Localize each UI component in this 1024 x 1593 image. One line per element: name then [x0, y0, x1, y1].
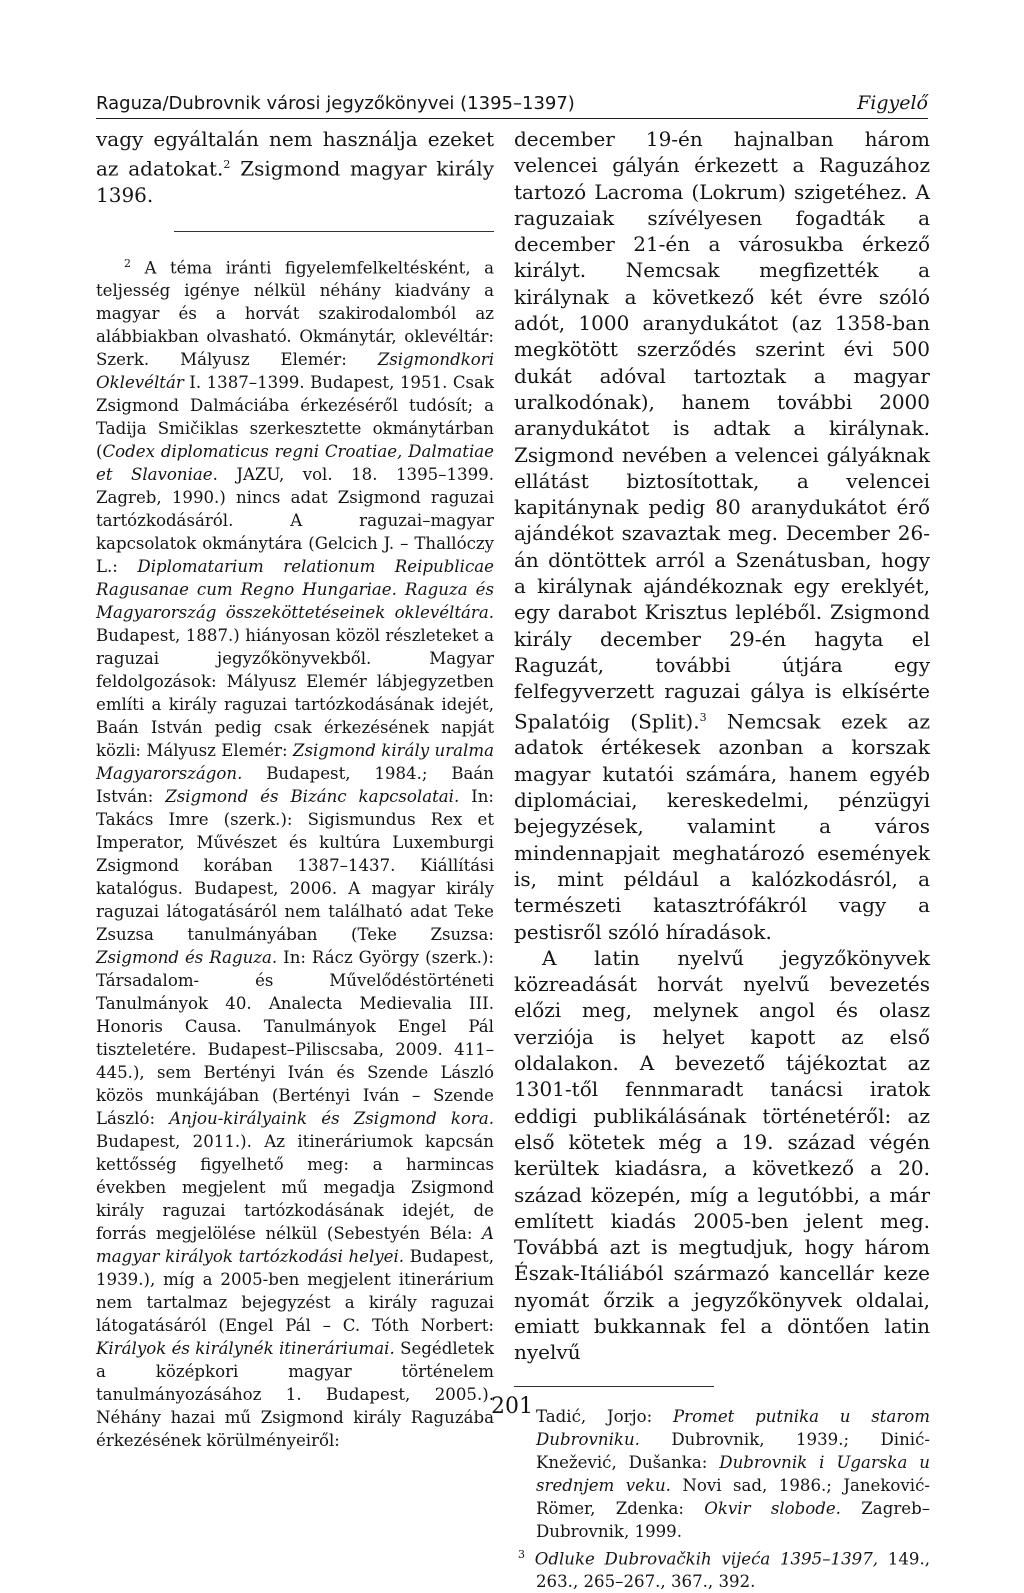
footnote-divider [174, 231, 494, 232]
page-number: 201 [491, 1394, 533, 1419]
running-header [96, 88, 928, 119]
right-paragraph-2: A latin nyelvű jegyzőkönyvek közreadását horvát nyelvű bevezetés előzi meg, melynek angol és olasz verziója is helyet kapott az első oldalakon. A bevezető tájékoztat az 1301-től fennmaradt tanácsi iratok eddigi publikálásának történetéről: az első kötetek még a 19. század végén kerültek kiadásra, a következő a 20. század közepén, míg a legutóbbi, a már említett kiadás 2005-ben jelent meg. Továbbá azt is megtudjuk, hogy három Észak-Itáliából származó kancellár keze nyomát őrzik a jegyzőkönyvek oldalai, emiatt bukkannak fel a döntően latin nyelvű [514, 945, 930, 1365]
left-body-paragraph: vagy egyáltalán nem használja ezeket az adatokat.$^2$ Zsigmond magyar király 1396. [96, 127, 495, 208]
footnote-ref-3[interactable]: 3 [699, 710, 707, 724]
right-column [514, 126, 930, 1593]
footnote-ref-2[interactable]: 2 [223, 158, 231, 172]
left-column [96, 126, 494, 1452]
running-title: Raguza/Dubrovnik városi jegyzőkönyvei (1395–1397) [96, 93, 575, 114]
footnote-3: $^3$ Odluke Dubrovačkih vijeća 1395–1397, 149., 263., 265–267., 367., 392. [518, 1547, 930, 1592]
footnote-number: 2 [124, 256, 131, 270]
right-paragraph-1: december 19-én hajnalban három velencei gályán érkezett a Raguzához tartozó Lacroma (Lokrum) szigetéhez. A raguzaiak szívélyesen fogadták a december 21-én a városukba érkező királyt. Nemcsak megfizették a királynak a következő két évre szóló adót, 1000 aranydukátot (az 1358-ban megkötött szerződés szerint évi 500 dukát adóval tartoztak a magyar uralkodónak), hanem további 2000 aranydukátot is adtak a királynak. Zsigmond nevében a velencei gályáknak ellátást biztosítottak, a velencei kapitánynak pedig 80 aranydukátot érő ajándékot szavaztak meg. December 26-án döntöttek arról a Szenátusban, hogy a királynak ajándékoznak egy ereklyét, egy darabot Krisztus lepléből. Zsigmond király december 29-én hagyta el Raguzát, további útjára egy felfegyverzett raguzai gálya is elkísérte Spalatóig (Split).$^3$ Nemcsak ezek az adatok értékesek azonban a korszak magyar kutatói számára, hanem egyéb diplomáciai, kereskedelmi, pénzügyi bejegyzések, valamint a város mindennapjait meghatározó események is, mint például a kalózkodásról, a természeti katasztrófákról vagy a pestisről szóló híradások. [514, 127, 930, 944]
footnote-number: 3 [518, 1547, 525, 1561]
footnote-2: $^2$ A téma iránti figyelemfelkeltésként, a teljesség igénye nélkül néhány kiadvány a magyar és a horvát szakirodalomból az alábbiakban olvasható. Okmánytár, oklevéltár: Szerk. Mályusz Elemér: Zsigmondkori Oklevéltár I. 1387–1399. Budapest, 1951. Csak Zsigmond Dalmáciába érkezéséről tudósít; a Tadija Smičiklas szerkesztette okmánytárban (Codex diplomaticus regni Croatiae, Dalmatiae et Slavoniae. JAZU, vol. 18. 1395–1399. Zagreb, 1990.) nincs adat Zsigmond raguzai tartózkodásáról. A raguzai–magyar kapcsolatok okmánytára (Gelcich J. – Thallóczy L.: Diplomatarium relationum Reipublicae Ragusanae cum Regno Hungariae. Raguza és Magyarország összeköttetéseinek oklevéltára. Budapest, 1887.) hiányosan közöl részleteket a raguzai jegyzőkönyvekből. Magyar feldolgozások: Mályusz Elemér lábjegyzetben említi a király raguzai tartózkodásának idejét, Baán István pedig csak érkezésének napját közli: Mályusz Elemér: Zsigmond király uralma Magyarországon. Budapest, 1984.; Baán István: Zsigmond és Bizánc kapcsolatai. In: Takács Imre (szerk.): Sigismundus Rex et Imperator, Művészet és kultúra Luxemburgi Zsigmond korában 1387–1437. Kiállítási katalógus. Budapest, 2006. A magyar király raguzai látogatásáról nem található adat Teke Zsuzsa tanulmányában (Teke Zsuzsa: Zsigmond és Raguza. In: Rácz György (szerk.): Társadalom- és Művelődéstörténeti Tanulmányok 40. Analecta Medievalia III. Honoris Causa. Tanulmányok Engel Pál tiszteletére. Budapest–Piliscsaba, 2009. 411–445.), sem Bertényi Iván és Szende László közös munkájában (Bertényi Iván – Szende László: Anjou-királyaink és Zsigmond kora. Budapest, 2011.). Az itineráriumok kapcsán kettősség figyelhető meg: a harmincas években megjelent mű megadja Zsigmond király raguzai tartózkodásának idejét, de forrás megjelölése nélkül (Sebestyén Béla: A magyar királyok tartózkodási helyei. Budapest, 1939.), míg a 2005-ben megjelent itinerárium nem tartalmaz bejegyzést a király raguzai látogatásáról (Engel Pál – C. Tóth Norbert: Királyok és királynék itineráriumai. Segédletek a középkori magyar történelem tanulmányozásához 1. Budapest, 2005.). Néhány hazai mű Zsigmond király Raguzába érkezésének körülményeiről: [96, 256, 495, 1451]
footnote-divider [514, 1386, 714, 1387]
footnote-2-continued: Tadić, Jorjo: Promet putnika u starom Dubrovniku. Dubrovnik, 1939.; Dinić-Knežević, Dušanka: Dubrovnik i Ugarska u srednjem veku. Novi sad, 1986.; Janeković-Römer, Zdenka: Okvir slobode. Zagreb–Dubrovnik, 1999. [536, 1406, 930, 1541]
section-name: Figyelő [857, 92, 928, 114]
